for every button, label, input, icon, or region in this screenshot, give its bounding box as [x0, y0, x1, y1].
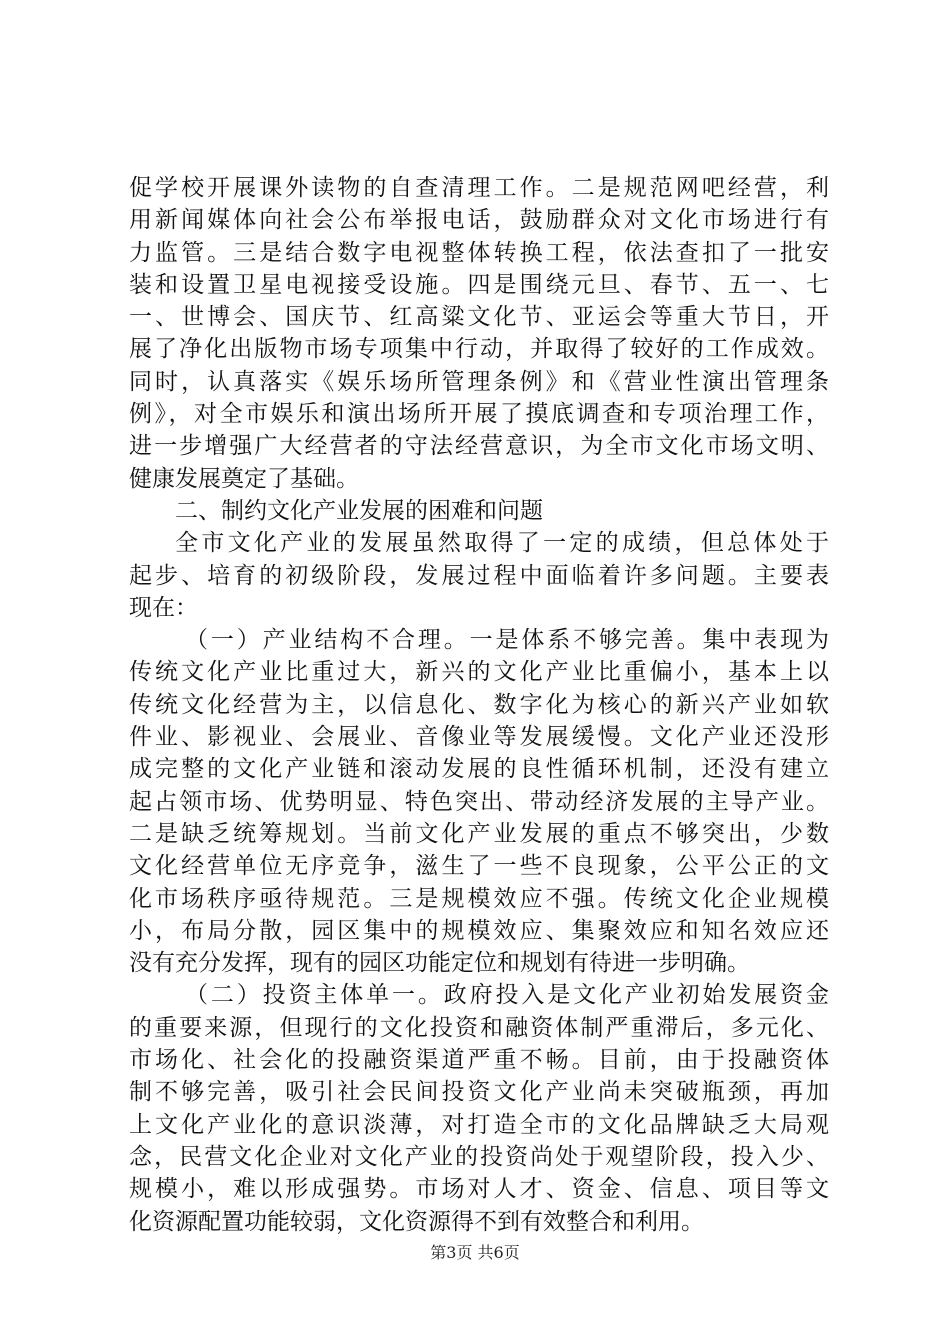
section-heading: 二、制约文化产业发展的困难和问题 [175, 497, 543, 524]
text-line: 市场化、社会化的投融资渠道严重不畅。目前，由于投融资体 [129, 1047, 829, 1074]
text-line: 展了净化出版物市场专项集中行动，并取得了较好的工作成效。 [129, 336, 829, 363]
paragraph [129, 527, 829, 624]
text-line: 健康发展奠定了基础。 [129, 465, 359, 492]
paragraph [129, 172, 829, 495]
text-line: 起步、培育的初级阶段，发展过程中面临着许多问题。主要表 [129, 562, 829, 589]
text-line: 全市文化产业的发展虽然取得了一定的成绩，但总体处于 [175, 530, 829, 557]
text-line: 现在： [129, 594, 198, 621]
text-line: 规模小，难以形成强势。市场对人才、资金、信息、项目等文 [129, 1176, 829, 1203]
text-line: 用新闻媒体向社会公布举报电话，鼓励群众对文化市场进行有 [129, 207, 829, 234]
body-text [129, 172, 829, 1238]
text-line: （二）投资主体单一。政府投入是文化产业初始发展资金 [185, 982, 829, 1009]
paragraph [129, 624, 829, 979]
text-line: 进一步增强广大经营者的守法经营意识，为全市文化市场文明、 [129, 433, 829, 460]
text-line: 化资源配置功能较弱，文化资源得不到有效整合和利用。 [129, 1208, 704, 1235]
text-line: 促学校开展课外读物的自查清理工作。二是规范网吧经营，利 [129, 175, 829, 201]
text-line: 例》，对全市娱乐和演出场所开展了摸底调查和专项治理工作， [129, 401, 829, 428]
text-line: 二是缺乏统筹规划。当前文化产业发展的重点不够突出，少数 [129, 820, 829, 847]
text-line: 没有充分发挥，现有的园区功能定位和规划有待进一步明确。 [129, 950, 750, 977]
page-footer: 第3页 共6页 [430, 1243, 520, 1262]
text-line: 念，民营文化企业对文化产业的投资尚处于观望阶段，投入少、 [129, 1143, 829, 1170]
text-line: 上文化产业化的意识淡薄，对打造全市的文化品牌缺乏大局观 [129, 1111, 829, 1138]
text-line: 传统文化经营为主，以信息化、数字化为核心的新兴产业如软 [129, 691, 829, 718]
text-line: 装和设置卫星电视接受设施。四是围绕元旦、春节、五一、七 [129, 271, 829, 298]
text-line: 起占领市场、优势明显、特色突出、带动经济发展的主导产业。 [129, 788, 829, 815]
paragraph [129, 979, 829, 1237]
text-line: 力监管。三是结合数字电视整体转换工程，依法查扣了一批安 [129, 239, 829, 266]
text-line: 化市场秩序亟待规范。三是规模效应不强。传统文化企业规模 [129, 885, 829, 912]
text-line: 件业、影视业、会展业、音像业等发展缓慢。文化产业还没形 [129, 724, 829, 751]
text-line: 文化经营单位无序竞争，滋生了一些不良现象，公平公正的文 [129, 853, 829, 880]
text-line: 的重要来源，但现行的文化投资和融资体制严重滞后，多元化、 [129, 1014, 829, 1041]
text-line: 传统文化产业比重过大，新兴的文化产业比重偏小，基本上以 [129, 659, 829, 686]
text-line: 成完整的文化产业链和滚动发展的良性循环机制，还没有建立 [129, 756, 829, 783]
text-line: 同时，认真落实《娱乐场所管理条例》和《营业性演出管理条 [129, 368, 829, 395]
text-line: （一）产业结构不合理。一是体系不够完善。集中表现为 [185, 627, 829, 654]
text-line: 一、世博会、国庆节、红高粱文化节、亚运会等重大节日，开 [129, 304, 829, 331]
text-line: 小，布局分散，园区集中的规模效应、集聚效应和知名效应还 [129, 917, 829, 944]
text-line: 制不够完善，吸引社会民间投资文化产业尚未突破瓶颈，再加 [129, 1079, 829, 1106]
